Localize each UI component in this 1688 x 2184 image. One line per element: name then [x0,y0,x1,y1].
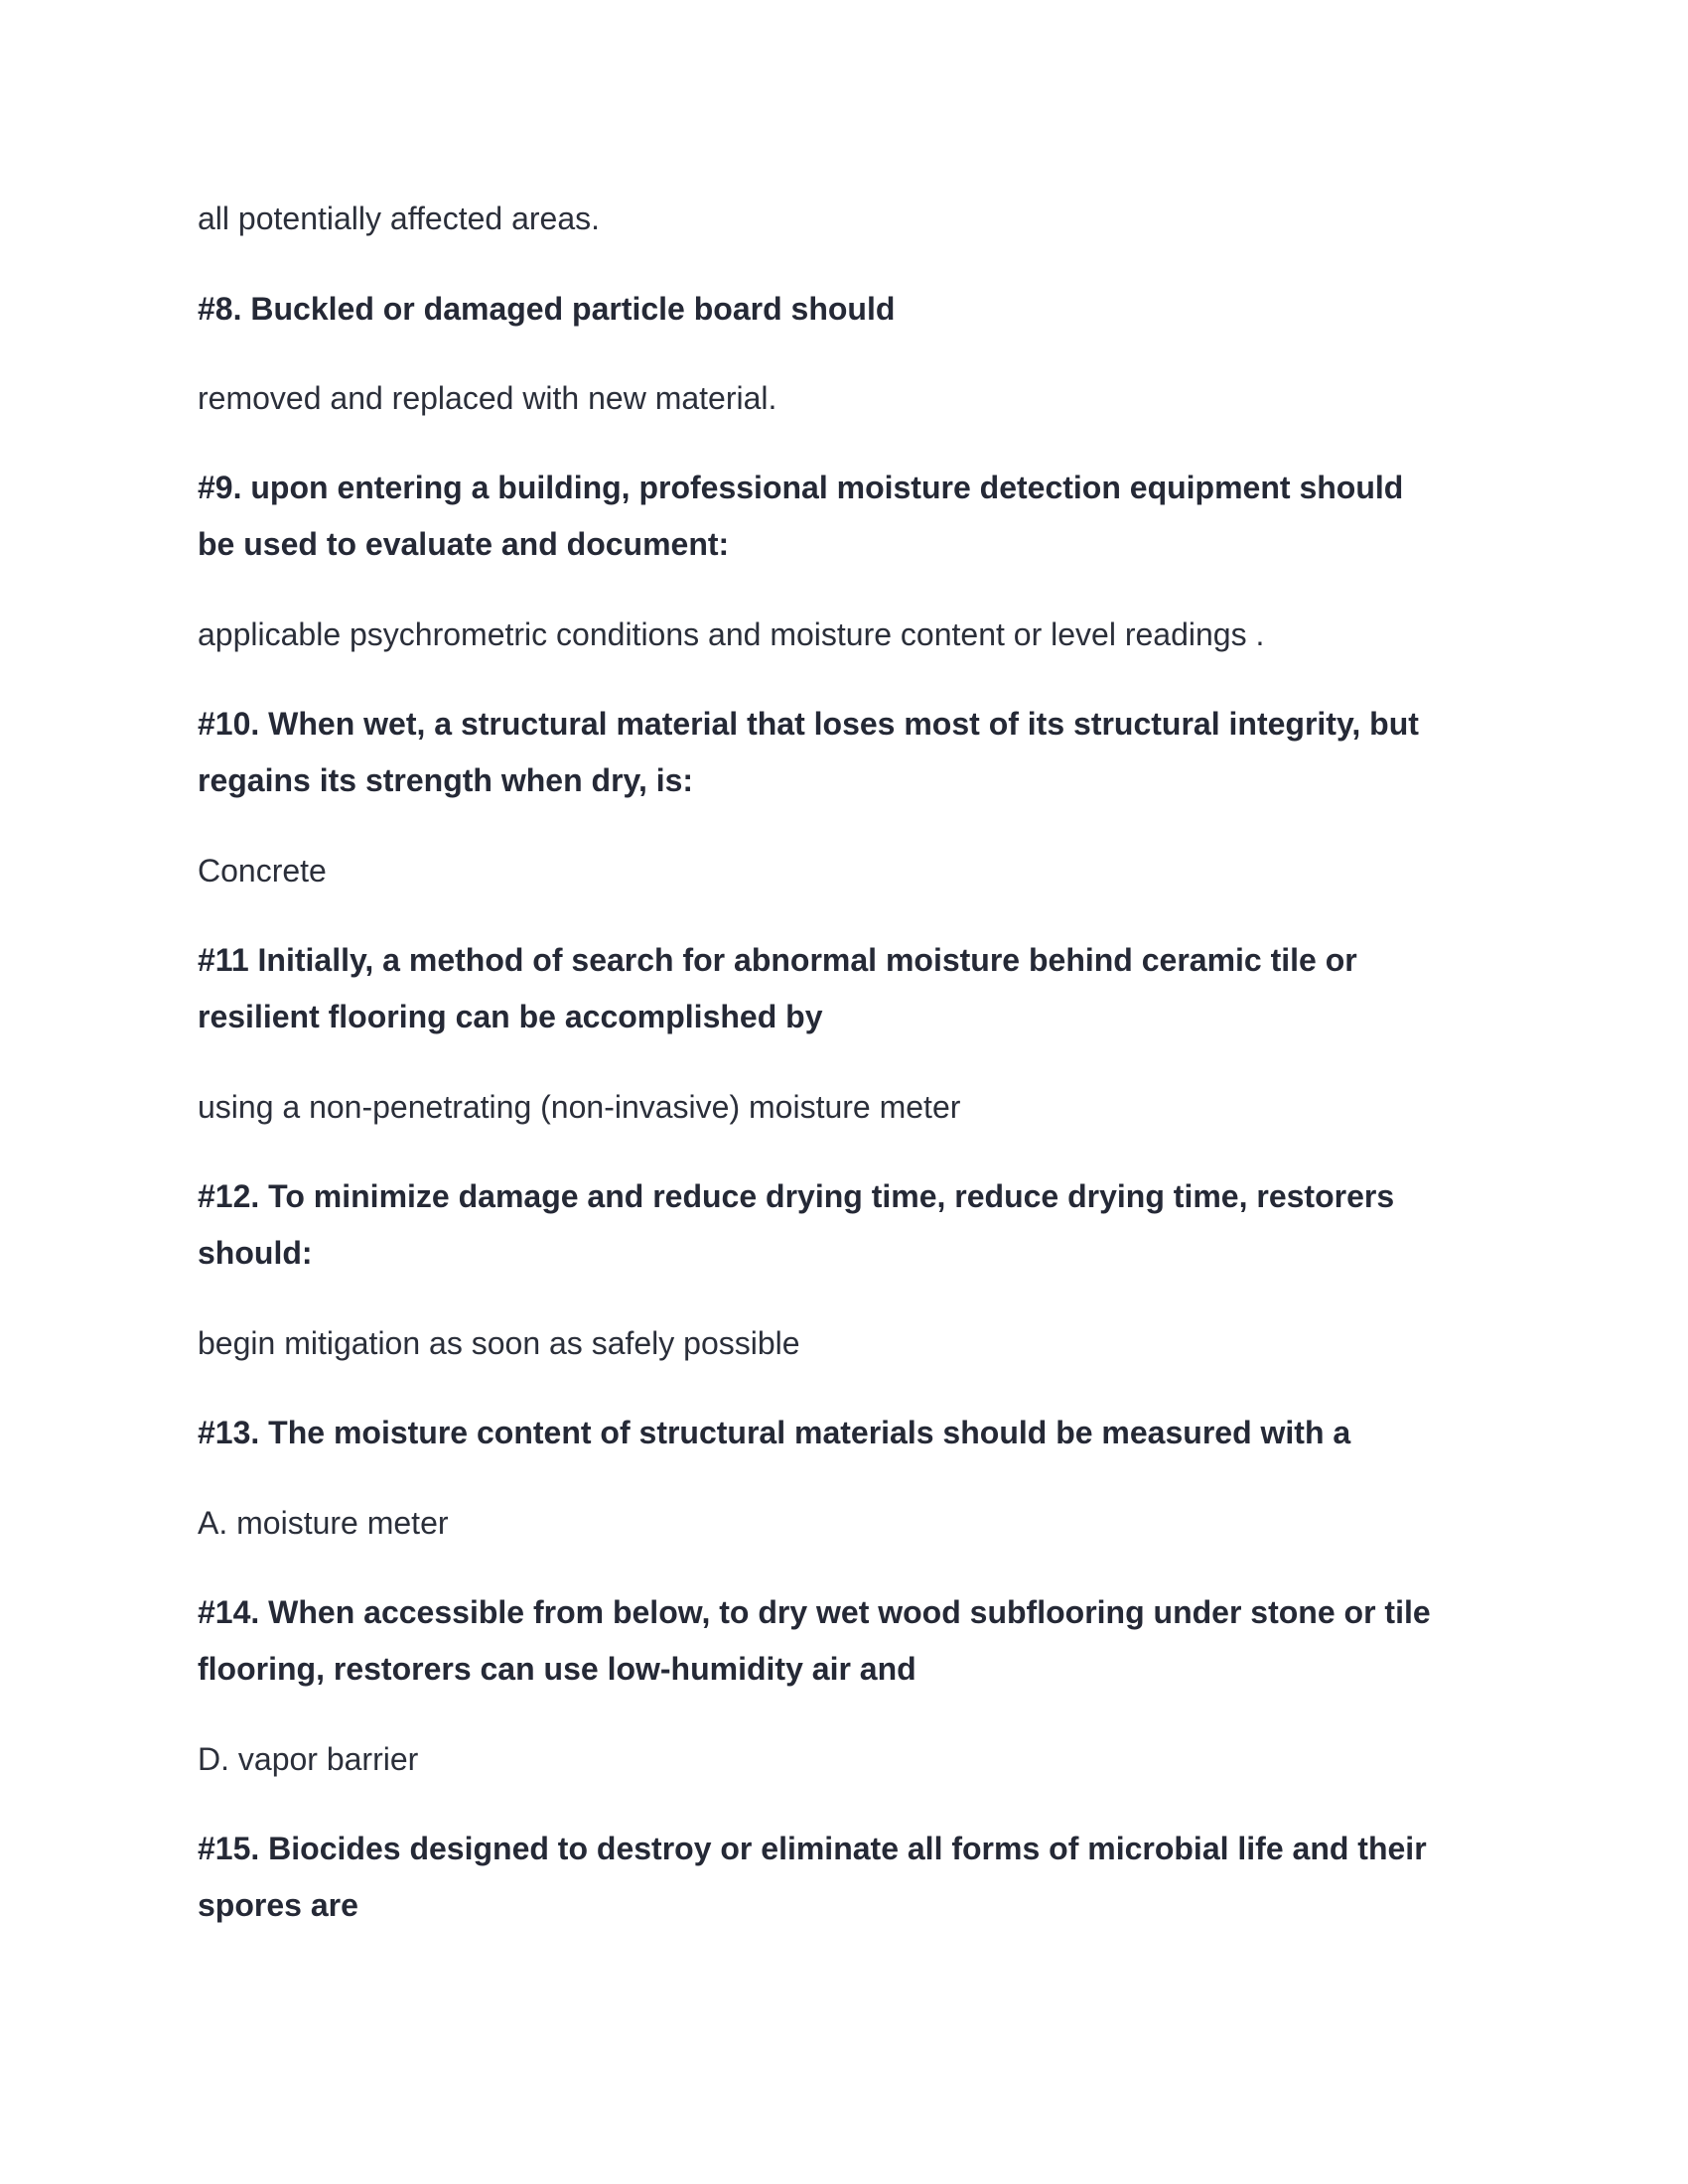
question-15 [198,1821,1508,1934]
question-line: #12. To minimize damage and reduce drying time, reduce drying time, restorers [198,1178,1395,1214]
question-line: #15. Biocides designed to destroy or eliminate all forms of microbial life and their [198,1831,1427,1866]
question-9 [198,460,1508,573]
question-line: #8. Buckled or damaged particle board should [198,291,896,327]
answer-8: removed and replaced with new material. [198,380,777,416]
question-8 [198,281,1508,338]
question-line: regains its strength when dry, is: [198,762,694,798]
question-11 [198,932,1508,1045]
question-line: be used to evaluate and document: [198,526,730,562]
question-12 [198,1168,1508,1282]
question-14 [198,1584,1508,1698]
question-line: #10. When wet, a structural material that loses most of its structural integrity, but [198,706,1419,742]
question-line: should: [198,1235,313,1271]
answer-9: applicable psychrometric conditions and moisture content or level readings . [198,616,1265,652]
question-line: #9. upon entering a building, professional moisture detection equipment should [198,470,1404,505]
question-line: #13. The moisture content of structural materials should be measured with a [198,1415,1351,1450]
answer-14: D. vapor barrier [198,1741,419,1777]
question-line: resilient flooring can be accomplished by [198,999,823,1034]
question-13 [198,1405,1508,1461]
question-line: #14. When accessible from below, to dry wet wood subflooring under stone or tile [198,1594,1431,1630]
answer-11: using a non-penetrating (non-invasive) moisture meter [198,1089,961,1125]
answer-13: A. moisture meter [198,1505,449,1541]
question-10 [198,696,1508,809]
question-line: spores are [198,1887,358,1923]
question-line: flooring, restorers can use low-humidity air and [198,1651,916,1687]
question-line: #11 Initially, a method of search for abnormal moisture behind ceramic tile or [198,942,1357,978]
answer-12: begin mitigation as soon as safely possible [198,1325,800,1361]
answer-text: all potentially affected areas. [198,201,600,236]
document-content [198,191,1508,1934]
answer-10: Concrete [198,853,327,888]
